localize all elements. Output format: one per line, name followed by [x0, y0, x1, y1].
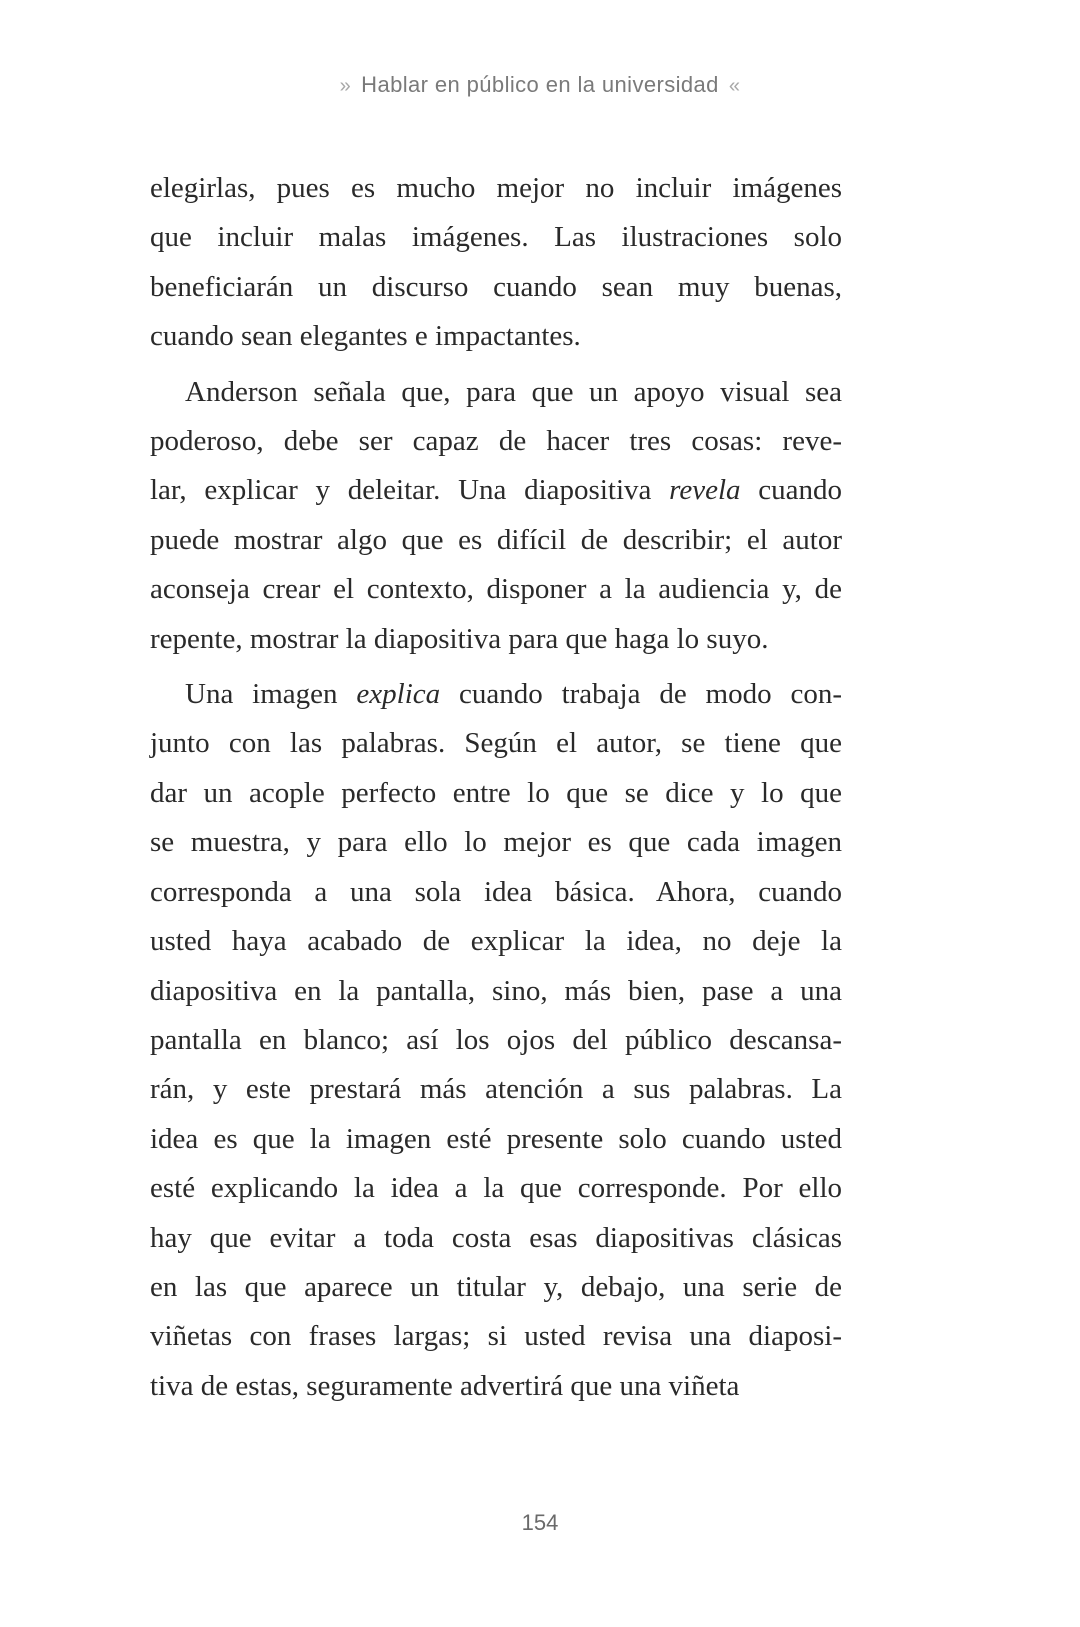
page-number: 154 — [521, 1510, 559, 1535]
header-close-mark: « — [728, 75, 741, 97]
text-line: corresponda a una sola idea básica. Ahora, cuando — [150, 875, 842, 908]
paragraph-3 — [150, 670, 842, 1411]
text-line: cuando sean elegantes e impactantes. — [150, 320, 581, 353]
text-line: que incluir malas imágenes. Las ilustraciones solo — [150, 221, 842, 254]
text-line: rán, y este prestará más atención a sus palabras. La — [150, 1073, 842, 1106]
text-line: dar un acople perfecto entre lo que se dice y lo que — [150, 776, 842, 809]
text-line: poderoso, debe ser capaz de hacer tres cosas: reve- — [150, 425, 842, 458]
text-line: se muestra, y para ello lo mejor es que cada imagen — [150, 826, 842, 859]
emphasis: explica — [356, 678, 441, 711]
header-title: Hablar en público en la universidad — [361, 72, 719, 97]
text-line: beneficiarán un discurso cuando sean muy buenas, — [150, 270, 842, 303]
paragraph-2 — [150, 368, 842, 664]
text-line: tiva de estas, seguramente advertirá que una viñeta — [150, 1369, 740, 1402]
text-line: usted haya acabado de explicar la idea, no deje la — [150, 925, 842, 958]
text-line: Una imagen explica cuando trabaja de modo con- — [185, 678, 842, 711]
text-line: pantalla en blanco; así los ojos del público descansa- — [150, 1023, 842, 1056]
text-line: lar, explicar y deleitar. Una diapositiva revela cuando — [150, 474, 842, 507]
text-line: diapositiva en la pantalla, sino, más bien, pase a una — [150, 974, 842, 1007]
text-line: Anderson señala que, para que un apoyo visual sea — [185, 375, 842, 408]
text-line: elegirlas, pues es mucho mejor no incluir imágenes — [150, 172, 842, 204]
header-open-mark: » — [339, 75, 352, 97]
text-line: repente, mostrar la diapositiva para que haga lo suyo. — [150, 622, 769, 655]
text-line: en las que aparece un titular y, debajo, una serie de — [150, 1270, 842, 1303]
text-line: viñetas con frases largas; si usted revisa una diaposi- — [150, 1320, 842, 1353]
text-line: junto con las palabras. Según el autor, se tiene que — [150, 727, 842, 760]
text-line: esté explicando la idea a la que corresponde. Por ello — [150, 1172, 842, 1205]
emphasis: revela — [669, 474, 741, 507]
paragraph-1 — [150, 164, 842, 362]
text-line: idea es que la imagen esté presente solo cuando usted — [150, 1122, 842, 1155]
running-header — [0, 72, 1080, 98]
text-line: hay que evitar a toda costa esas diapositivas clásicas — [150, 1221, 842, 1254]
text-line: puede mostrar algo que es difícil de describir; el autor — [150, 523, 842, 556]
text-line: aconseja crear el contexto, disponer a la audiencia y, de — [150, 573, 842, 606]
body-text — [150, 164, 842, 1411]
